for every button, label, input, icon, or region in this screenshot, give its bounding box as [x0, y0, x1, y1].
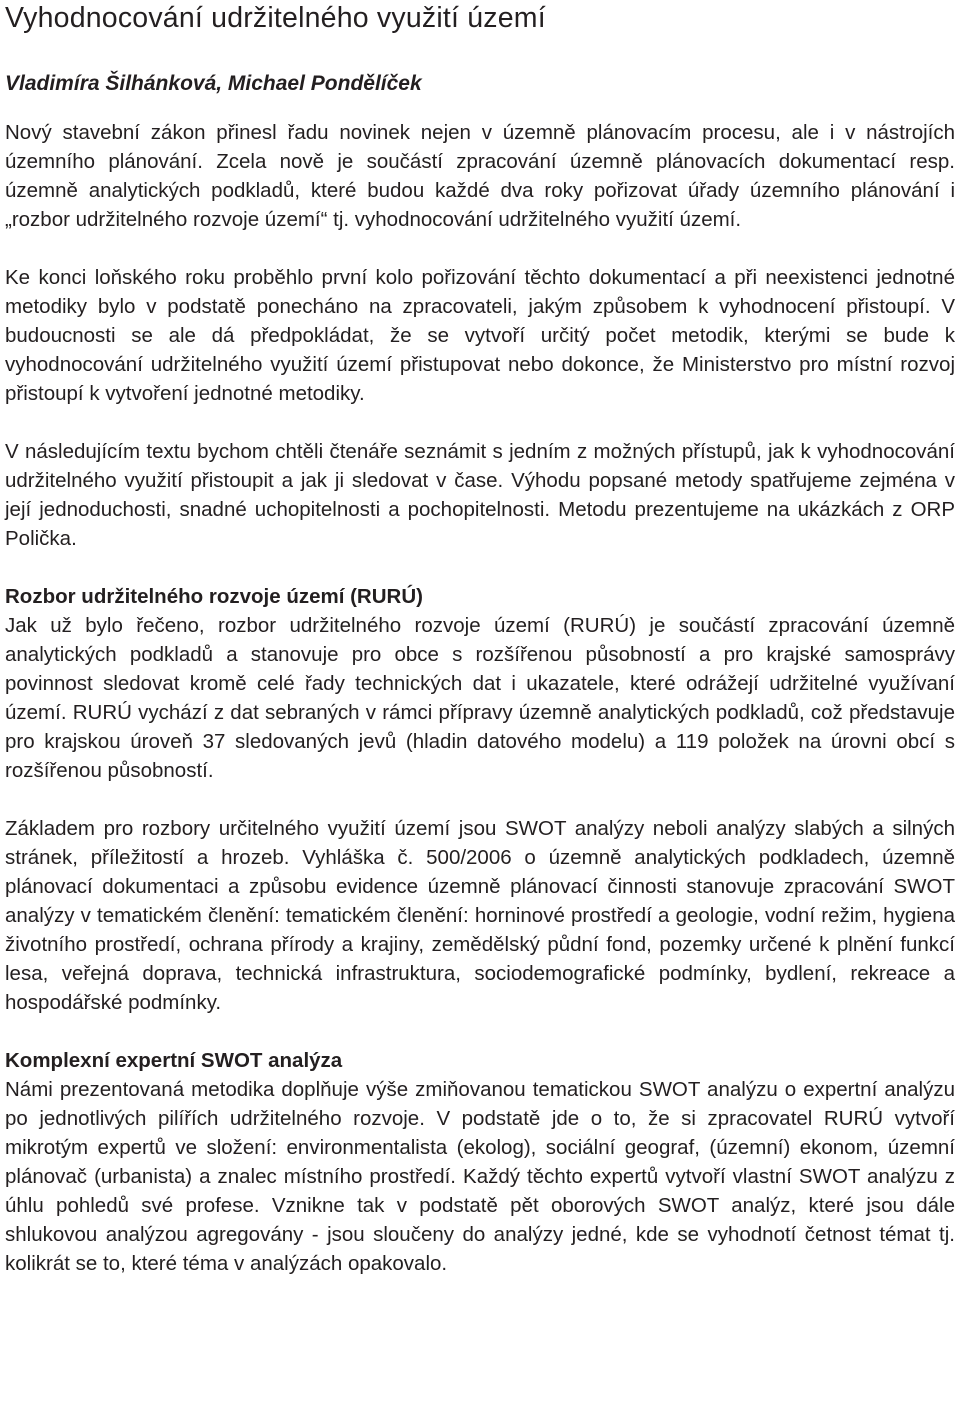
paragraph-intro: Nový stavební zákon přinesl řadu novinek nejen v územně plánovacím procesu, ale i v nástrojích územního plánování. Zcela nově je součástí zpracování územně plánovacích dokumentací resp. územně analytických podkladů, které budou každé dva roky pořizovat úřady územního plánování i „rozbor udržitelného rozvoje území“ tj. vyhodnocování udržitelného využití území. — [5, 121, 955, 231]
spacer — [5, 553, 955, 582]
page-title: Vyhodnocování udržitelného využití území — [5, 2, 546, 34]
spacer — [5, 408, 955, 437]
document-page — [5, 0, 955, 1278]
section-heading-rurú: Rozbor udržitelného rozvoje území (RURÚ) — [5, 585, 423, 608]
paragraph-methodology-context: Ke konci loňského roku proběhlo první kolo pořizování těchto dokumentací a při neexistenci jednotné metodiky bylo v podstatě ponecháno na zpracovateli, jakým způsobem k vyhodnocení přistoupí. V budoucnosti se ale dá předpokládat, že se vytvoří určitý počet metodik, kterými se bude k vyhodnocování udržitelného využití území přistupovat nebo dokonce, že Ministerstvo pro místní rozvoj přistoupí k vytvoření jednotné metodiky. — [5, 266, 955, 405]
spacer — [5, 97, 955, 118]
spacer — [5, 234, 955, 263]
spacer — [5, 1017, 955, 1046]
paragraph-swot-basis: Základem pro rozbory určitelného využití území jsou SWOT analýzy neboli analýzy slabých a silných stránek, příležitostí a hrozeb. Vyhláška č. 500/2006 o územně analytických podkladech, územně plánovací dokumentaci a způsobu evidence územně plánovací činnosti stanovuje zpracování SWOT analýzy v tematickém členění: tematickém členění: horninové prostředí a geologie, vodní režim, hygiena životního prostředí, ochrana přírody a krajiny, zemědělský půdní fond, pozemky určené k plnění funkcí lesa, veřejná doprava, technická infrastruktura, sociodemografické podmínky, bydlení, rekreace a hospodářské podmínky. — [5, 817, 955, 1014]
paragraph-approach: V následujícím textu bychom chtěli čtenáře seznámit s jedním z možných přístupů, jak k vyhodnocování udržitelného využití přistoupit a jak ji sledovat v čase. Výhodu popsané metody spatřujeme zejména v její jednoduchosti, snadné uchopitelnosti a pochopitelnosti. Metodu prezentujeme na ukázkách z ORP Polička. — [5, 440, 955, 550]
paragraph-expert-swot: Námi prezentovaná metodika doplňuje výše zmiňovanou tematickou SWOT analýzu o expertní analýzu po jednotlivých pilířích udržitelného rozvoje. V podstatě jde o to, že si zpracovatel RURÚ vytvoří mikrotým expertů ve složení: environmentalista (ekolog), sociální geograf, (územní) ekonom, územní plánovač (urbanista) a znalec místního prostředí. Každý těchto expertů vytvoří vlastní SWOT analýzu z úhlu pohledů své profese. Vznikne tak v podstatě pět oborových SWOT analýz, které jsou dále shlukovou analýzou agregovány - jsou sloučeny do analýzy jedné, kde se vyhodnotí četnost témat tj. kolikrát se to, které téma v analýzách opakovalo. — [5, 1078, 955, 1275]
paragraph-rurú: Jak už bylo řečeno, rozbor udržitelného rozvoje území (RURÚ) je součástí zpracování územně analytických podkladů a stanovuje pro obce s rozšířenou působností a pro krajské samosprávy povinnost sledovat kromě celé řady technických dat i ukazatele, které odrážejí udržitelné využívaní území. RURÚ vychází z dat sebraných v rámci přípravy územně analytických podkladů, což představuje pro krajskou úroveň 37 sledovaných jevů (hladin datového modelu) a 119 položek na úrovni obcí s rozšířenou působností. — [5, 614, 955, 782]
section-heading-swot: Komplexní expertní SWOT analýza — [5, 1049, 343, 1072]
spacer — [5, 785, 955, 814]
authors-line: Vladimíra Šilhánková, Michael Pondělíček — [5, 72, 422, 95]
